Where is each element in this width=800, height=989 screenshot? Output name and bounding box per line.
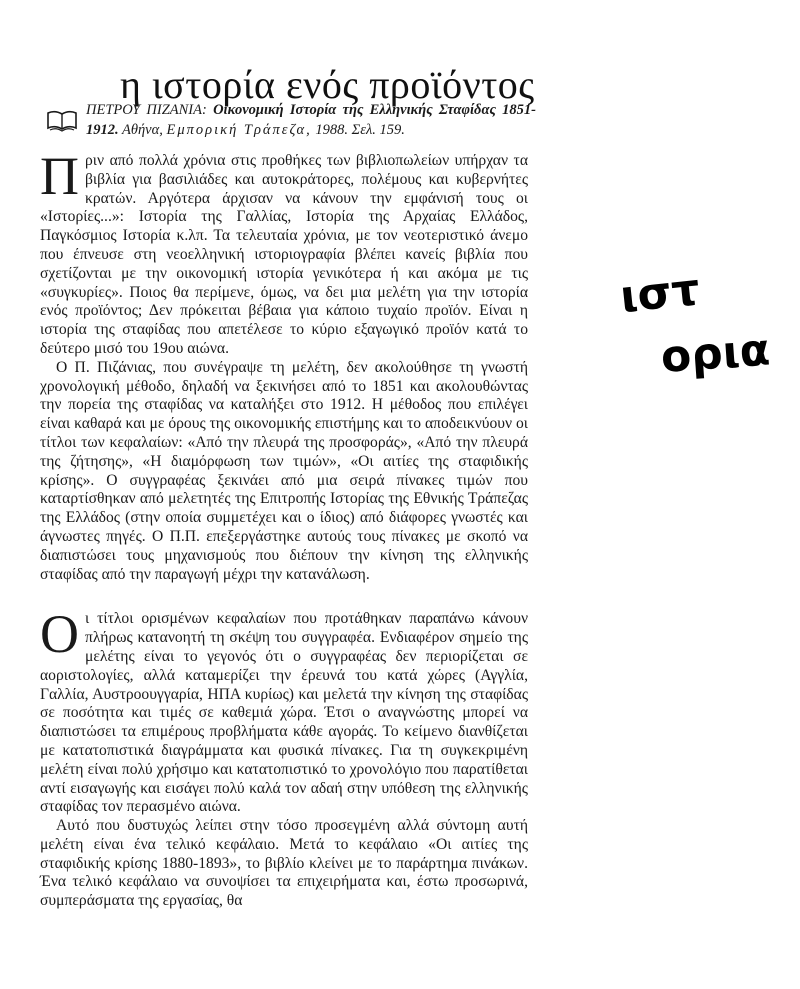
paragraph-3-text: ι τίτλοι ορισμένων κεφαλαίων που προτάθηκαν παραπάνω κάνουν πλήρως κατανοητή τη σκέψη του συγγραφέα. Ενδιαφέρον σημείο της μελέτης είναι το γεγονός ότι ο συγγραφέας δεν περιορίζεται σε αοριστολογίες, αλλά καταμερίζει την έρευνά του κατά χώρες (Αγγλία, Γαλλία, Αυστροουγγαρία, ΗΠΑ κυρίως) και μελετά την κίνηση της σταφίδας σε ποσότητα και τιμές σε καθεμιά χώρα. Έτσι ο αναγνώστης μπορεί να διαπιστώσει τα επιμέρους προβλήματα κάθε αγοράς. Το κείμενο διανθίζεται με κατατοπιστικά διαγράμματα και φυσικά πίνακες. Για τη συγκεκριμένη μελέτη είναι πολύ χρήσιμο και κατατοπιστικό το χρονολόγιο που παρατίθεται αντί εισαγωγής και εισάγει πολύ καλά τον αδαή στην υπόθεση της ελληνικής σταφίδας τον περασμένο αιώνα. xyxy=(40,610,528,816)
handwritten-istoria-note xyxy=(600,260,790,400)
article-title: η ιστορία ενός προϊόντος xyxy=(120,61,535,107)
reference-year-pages: 1988. Σελ. 159. xyxy=(315,122,405,138)
reference-city: Αθήνα, xyxy=(122,122,163,138)
article-body xyxy=(40,146,528,911)
paragraph-2: Ο Π. Πιζάνιας, που συνέγραψε τη μελέτη, δεν ακολούθησε τη γνωστή χρονολογική μέθοδο, δηλαδή να ξεκινήσει από το 1851 και ακολουθώντας την πορεία της σταφίδας να καταλήξει στο 1912. Η μέθοδος που επιλέγει είναι καθαρά και με όρους της οικονομικής επιστήμης και το αποδεικνύουν οι τίτλοι των κεφαλαίων: «Από την πλευρά της προσφοράς», «Από την πλευρά της ζήτησης», «Η διαμόρφωση των τιμών», «Οι αιτίες της σταφιδικής κρίσης». Ο συγγραφέας ξεκινάει από μια σειρά πίνακες τιμών που καταρτίσθηκαν από μελετητές της Επιτροπής Ιστορίας της Εθνικής Τράπεζας της Ελλάδος (στην οποία συμμετέχει και ο ίδιος) από διάφορες γνωστές και άγνωστες πηγές. Ο Π.Π. επεξεργάστηκε αυτούς τους πίνακες με σκοπό να διαπιστώσει τους μηχανισμούς που διέπουν την κίνηση της ελληνικής σταφίδας από την παραγωγή μέχρι την κατανάλωση. xyxy=(40,358,528,583)
handwriting-line-2: ορια xyxy=(659,324,772,383)
reference-publisher: Εμπορική Τράπεζα, xyxy=(166,122,312,138)
open-book-icon xyxy=(46,110,78,132)
reference-book-title: Οικονομική Ιστορία της Ελληνικής Σταφίδας 1851-1912. xyxy=(86,102,536,138)
drop-cap-2: Ο xyxy=(40,604,79,665)
paragraph-4: Αυτό που δυστυχώς λείπει στην τόσο προσεγμένη αλλά σύντομη αυτή μελέτη είναι ένα τελικό κεφάλαιο. Μετά το κεφάλαιο «Οι αιτίες της σταφιδικής κρίσης 1880-1893», το βιβλίο κλείνει με το παράρτημα πινάκων. Ένα τελικό κεφάλαιο να συνοψίσει τα επιχειρήματα και, έστω προσωρινά, συμπεράσματα της εργασίας, θα xyxy=(40,817,528,910)
paragraph-1-text: ριν από πολλά χρόνια στις προθήκες των βιβλιοπωλείων υπήρχαν τα βιβλία για βασιλιάδες και αυτοκράτορες, πολέμους και κυβερνήτες κρατών. Αργότερα άρχισαν να κάνουν την εμφάνισή τους οι «Ιστορίες...»: Ιστορία της Γαλλίας, Ιστορία της Αρχαίας Ελλάδος, Παγκόσμιος Ιστορία κ.λπ. Τα τελευταία χρόνια, με τον νεοτεριστικό άνεμο που έπνευσε στη νεοελληνική ιστοριογραφία βλέπει κανείς βιβλία που σχετίζονται με την οικονομική ιστορία γενικότερα ή και ακόμα με τις «συγκυρίες». Ποιος θα περίμενε, όμως, να δει μια μελέτη για την ιστορία ενός προϊόντος; Δεν πρόκειται βέβαια για κάποιο τυχαίο προϊόν. Είναι η ιστορία της σταφίδας που απετέλεσε το κύριο εξαγωγικό προϊόν κατά το δεύτερο μισό του 19ου αιώνα. xyxy=(40,152,528,357)
paragraph-1 xyxy=(40,146,528,359)
paragraph-3 xyxy=(40,604,528,817)
reference-author: ΠΕΤΡΟΥ ΠΙΖΑΝΙΑ: xyxy=(86,102,207,118)
drop-cap-1: Π xyxy=(40,146,79,206)
book-reference xyxy=(86,100,536,140)
handwriting-line-1: ιστ xyxy=(617,263,703,323)
